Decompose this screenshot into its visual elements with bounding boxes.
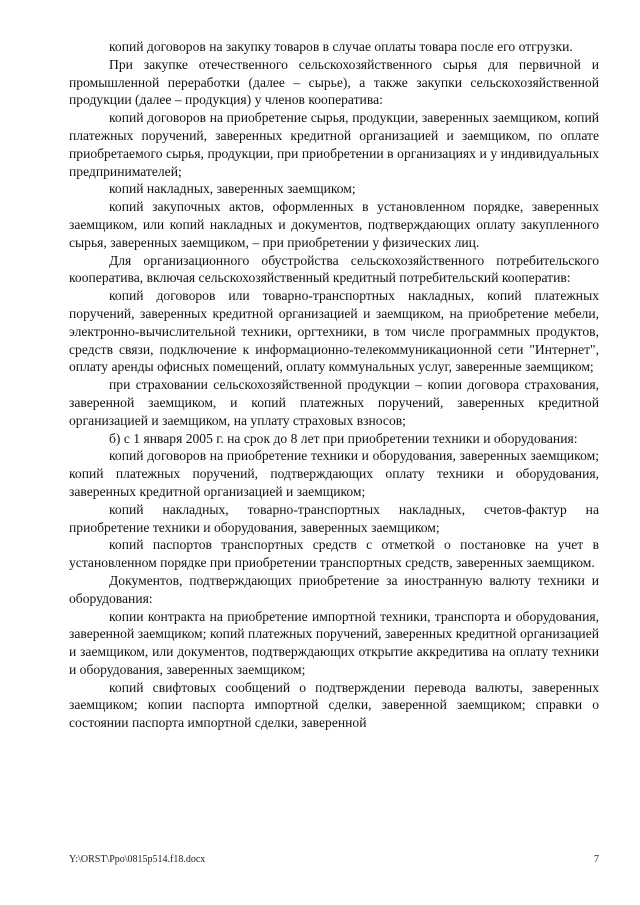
- paragraph-8: при страховании сельскохозяйственной продукции – копии договора страхования, заверенной заемщиком, и копий платежных поручений, заверенных кредитной организацией и заемщиком, на уплату страховых взносов;: [69, 377, 599, 428]
- page-footer: [69, 854, 599, 868]
- paragraph-12: копий паспортов транспортных средств с отметкой о постановке на учет в установленном порядке при приобретении транспортных средств, заверенных заемщиком.: [69, 537, 599, 571]
- paragraph-4: копий накладных, заверенных заемщиком;: [109, 181, 356, 197]
- paragraph-13: Документов, подтверждающих приобретение за иностранную валюту техники и оборудования:: [69, 572, 599, 606]
- paragraph-15: копий свифтовых сообщений о подтверждении перевода валюты, заверенных заемщиком; копии паспорта импортной сделки, заверенной заемщиком; справки о состоянии паспорта импортной сделки, заверенной: [69, 679, 599, 731]
- paragraph-6: Для организационного обустройства сельскохозяйственного потребительского кооператива, включая сельскохозяйственный кредитный потребительский кооператив:: [69, 252, 599, 286]
- paragraph-1: копий договоров на закупку товаров в случае оплаты товара после его отгрузки.: [109, 39, 573, 54]
- paragraph-5: копий закупочных актов, оформленных в установленном порядке, заверенных заемщиком, или копий накладных и документов, подтверждающих оплату закупленного сырья, заверенных заемщиком, – при приобретении у физических лиц.: [69, 199, 599, 250]
- footer-file-path: Y:\ORST\Ppo\0815p514.f18.docx: [69, 854, 206, 865]
- paragraph-2: При закупке отечественного сельскохозяйственного сырья для первичной и промышленной переработки (далее – сырье), а также закупки сельскохозяйственной продукции (далее – продукция) у членов кооператива:: [69, 56, 599, 108]
- paragraph-10: копий договоров на приобретение техники и оборудования, заверенных заемщиком; копий платежных поручений, подтверждающих оплату техники и оборудования, заверенных кредитной организацией и заемщиком;: [69, 448, 599, 499]
- document-body: [69, 38, 599, 732]
- paragraph-7: копий договоров или товарно-транспортных накладных, копий платежных поручений, заверенных кредитной организацией и заемщиком, на приобретение мебели, электронно-вычислительной техники, оргтехники, в том числе программных продуктов, средств связи, подключение к информационно-телекоммуникационной сети "Интернет", оплату аренды офисных помещений, оплату коммунальных услуг, заверенные заемщиком;: [69, 288, 599, 375]
- paragraph-14: копии контракта на приобретение импортной техники, транспорта и оборудования, заверенной заемщиком; копий платежных поручений, заверенных кредитной организацией и заемщиком, или документов, подтверждающих открытие аккредитива на оплату техники и оборудования, заверенных заемщиком;: [69, 608, 599, 677]
- paragraph-11: копий накладных, товарно-транспортных накладных, счетов-фактур на приобретение техники и оборудования, заверенных заемщиком;: [69, 501, 599, 535]
- paragraph-3: копий договоров на приобретение сырья, продукции, заверенных заемщиком, копий платежных поручений, заверенных кредитной организацией и заемщиком, по оплате приобретаемого сырья, продукции, при приобретении в организациях и у индивидуальных предпринимателей;: [69, 110, 599, 179]
- footer-page-number: 7: [594, 854, 599, 865]
- paragraph-9: б) с 1 января 2005 г. на срок до 8 лет при приобретении техники и оборудования:: [109, 430, 578, 446]
